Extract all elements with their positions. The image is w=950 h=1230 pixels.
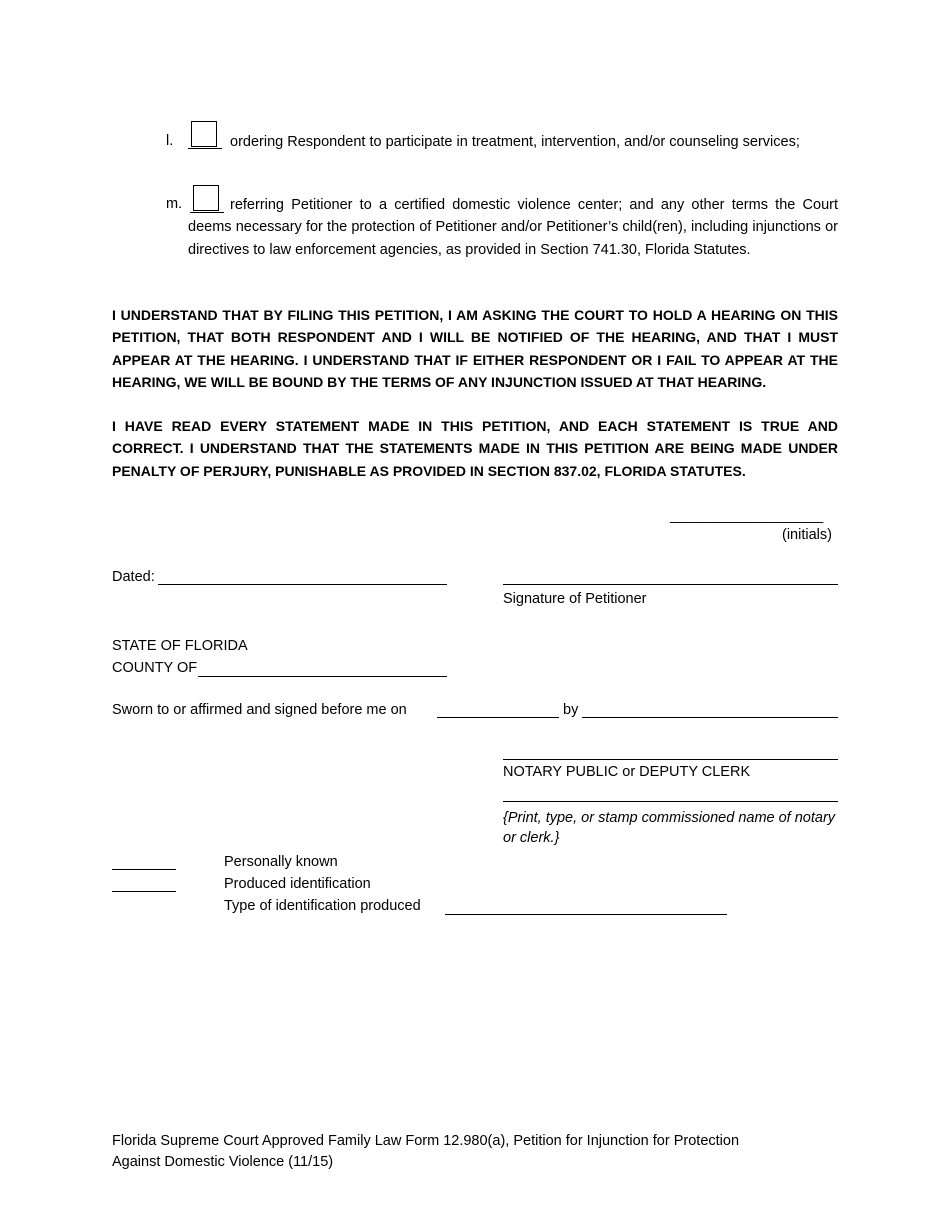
county-field[interactable] bbox=[198, 676, 447, 677]
sworn-by-label: by bbox=[563, 702, 579, 718]
sworn-by-field[interactable] bbox=[582, 717, 838, 718]
sworn-label: Sworn to or affirmed and signed before me on bbox=[112, 702, 407, 718]
item-letter-l: l. bbox=[166, 133, 174, 149]
item-text-m: referring Petitioner to a certified domestic violence center; and any other terms the Court deems necessary for the protection of Petitioner and/or Petitioner’s child(ren), including injunctions or directives to law enforcement agencies, as provided in Section 741.30, Florida Statutes. bbox=[188, 197, 838, 258]
dated-label: Dated: bbox=[112, 569, 155, 585]
item-text-l: ordering Respondent to participate in treatment, intervention, and/or counseling services; bbox=[230, 134, 800, 150]
personally-known-label: Personally known bbox=[224, 854, 338, 870]
sworn-date-field[interactable] bbox=[437, 717, 559, 718]
footer-line-2: Against Domestic Violence (11/15) bbox=[112, 1154, 334, 1170]
county-label: COUNTY OF bbox=[112, 660, 198, 676]
id-type-field[interactable] bbox=[445, 914, 727, 915]
item-letter-m: m. bbox=[166, 196, 183, 212]
hearing-acknowledgement: I UNDERSTAND THAT BY FILING THIS PETITION, I AM ASKING THE COURT TO HOLD A HEARING ON THIS PETITION, THAT BOTH RESPONDENT AND I WILL BE NOTIFIED OF THE HEARING, AND THAT I MUST APPEAR AT THE HEARING. I UNDERSTAND THAT IF EITHER RESPONDENT OR I FAIL TO APPEAR AT THE HEARING, WE WILL BE BOUND BY THE TERMS OF ANY INJUNCTION ISSUED AT THAT HEARING. bbox=[112, 307, 838, 390]
state-label: STATE OF FLORIDA bbox=[112, 638, 248, 654]
initials-label: (initials) bbox=[782, 527, 832, 543]
notary-name-field[interactable] bbox=[503, 801, 838, 802]
produced-id-field[interactable] bbox=[112, 891, 176, 892]
produced-id-label: Produced identification bbox=[224, 876, 371, 892]
notary-print-note: {Print, type, or stamp commissioned name of notary or clerk.} bbox=[503, 810, 836, 846]
petitioner-signature-label: Signature of Petitioner bbox=[503, 591, 647, 607]
dated-field[interactable] bbox=[158, 584, 447, 585]
notary-signature-field[interactable] bbox=[503, 759, 838, 760]
petitioner-signature-field[interactable] bbox=[503, 584, 838, 585]
initials-line[interactable]: ___________________ bbox=[670, 508, 824, 524]
notary-label: NOTARY PUBLIC or DEPUTY CLERK bbox=[503, 764, 751, 780]
id-type-label: Type of identification produced bbox=[224, 898, 421, 914]
personally-known-field[interactable] bbox=[112, 869, 176, 870]
perjury-statement: I HAVE READ EVERY STATEMENT MADE IN THIS PETITION, AND EACH STATEMENT IS TRUE AND CORRECT. I UNDERSTAND THAT THE STATEMENTS MADE IN THIS PETITION ARE BEING MADE UNDER PENALTY OF PERJURY, PUNISHABLE AS PROVIDED IN SECTION 837.02, FLORIDA STATUTES. bbox=[112, 418, 838, 479]
footer-line-1: Florida Supreme Court Approved Family Law Form 12.980(a), Petition for Injunction for Protection bbox=[112, 1133, 740, 1149]
